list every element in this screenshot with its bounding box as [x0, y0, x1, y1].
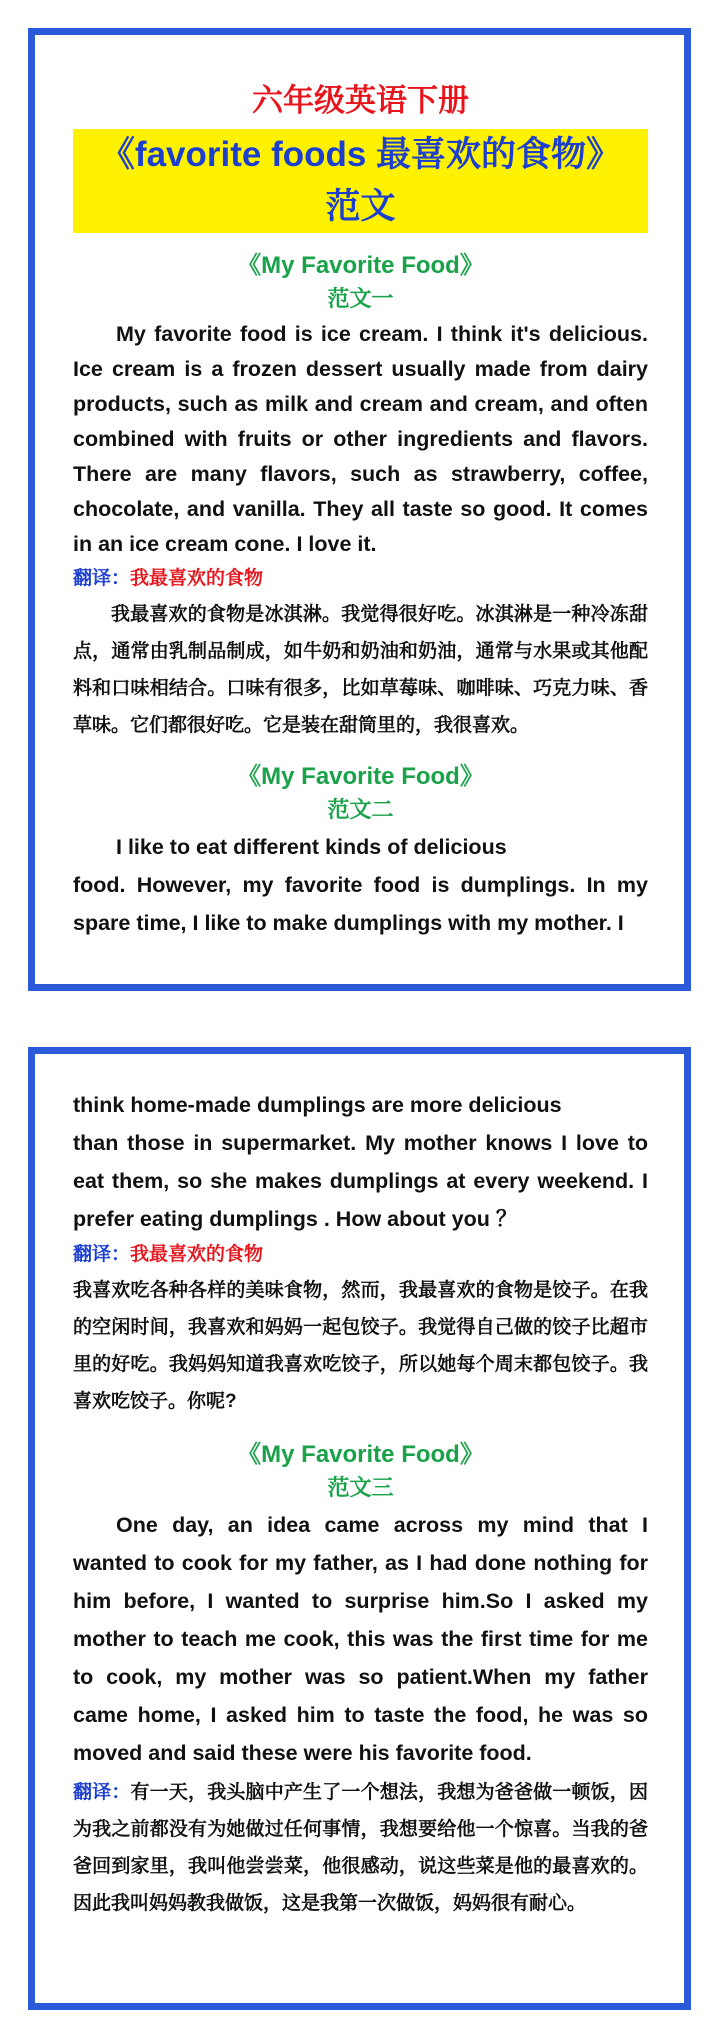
- essay-3-translation-text: 有一天，我头脑中产生了一个想法，我想为爸爸做一顿饭，因为我之前都没有为她做过任何事情，我想要给他一个惊喜。当我的爸爸回到家里，我叫他尝尝菜，他很感动，说这些菜是他的最喜欢的。因此我叫妈妈教我做饭，这是我第一次做饭，妈妈很有耐心。: [73, 1782, 648, 1914]
- essay-1-translation-heading: [73, 564, 648, 594]
- card-2-content: [73, 1054, 648, 1922]
- essay-2-text-part-2: than those in supermarket. My mother knows I love to eat them, so she makes dumplings at every weekend. I prefer eating dumplings . How about you ？: [73, 1131, 648, 1231]
- main-title: 《favorite foods 最喜欢的食物》范文: [73, 129, 648, 233]
- essay-1-translation: 我最喜欢的食物是冰淇淋。我觉得很好吃。冰淇淋是一种冷冻甜点，通常由乳制品制成，如牛奶和奶油和奶油，通常与水果或其他配料和口味相结合。口味有很多，比如草莓味、咖啡味、巧克力味、香草味。它们都很好吃。它是装在甜筒里的，我很喜欢。: [73, 604, 648, 736]
- translation-title: 我最喜欢的食物: [130, 568, 264, 589]
- grade-title: 六年级英语下册: [252, 83, 469, 118]
- essay-2-text-line-1: I like to eat different kinds of delicious: [116, 835, 507, 859]
- essay-2-text-part-1: food. However, my favorite food is dumplings. In my spare time, I like to make dumplings with my mother. I: [73, 873, 648, 935]
- essay-3-title: 《My Favorite Food》: [237, 1441, 484, 1468]
- essay-1-subtitle: 范文一: [327, 286, 394, 311]
- translation-title: 我最喜欢的食物: [130, 1244, 264, 1265]
- essay-3-text: One day, an idea came across my mind that I wanted to cook for my father, as I had done nothing for him before, I wanted to surprise him.So I asked my mother to teach me cook, this was the first time for me to cook, my mother was so patient.When my father came home, I asked him to taste the food, he was so moved and said these were his favorite food.: [73, 1513, 648, 1765]
- essay-1-text: My favorite food is ice cream. I think it's delicious. Ice cream is a frozen dessert usually made from dairy products, such as milk and cream and cream, and often combined with fruits or other ingredients and flavors. There are many flavors, such as strawberry, coffee, chocolate, and vanilla. They all taste so good. It comes in an ice cream cone. I love it.: [73, 322, 648, 556]
- card-1-content: [73, 35, 648, 942]
- essay-3-subtitle: 范文三: [327, 1475, 394, 1500]
- main-title-wrap: [73, 129, 648, 233]
- essay-3-translation: [73, 1774, 648, 1922]
- translation-label: 翻译：: [73, 1782, 131, 1803]
- essay-2-translation-heading: [73, 1240, 648, 1270]
- translation-label: 翻译：: [73, 568, 131, 589]
- essay-2-translation: 我喜欢吃各种各样的美味食物，然而，我最喜欢的食物是饺子。在我的空闲时间，我喜欢和妈妈一起包饺子。我觉得自己做的饺子比超市里的好吃。我妈妈知道我喜欢吃饺子，所以她每个周末都包饺子。我喜欢吃饺子。你呢?: [73, 1280, 648, 1412]
- essay-2-title: 《My Favorite Food》: [237, 763, 484, 790]
- article-card-2: [28, 1047, 691, 2010]
- article-card-1: [28, 28, 691, 991]
- essay-1-title: 《My Favorite Food》: [237, 252, 484, 279]
- essay-2-text-line-continued: think home-made dumplings are more delicious: [73, 1093, 562, 1117]
- essay-2-subtitle: 范文二: [327, 797, 394, 822]
- translation-label: 翻译：: [73, 1244, 131, 1265]
